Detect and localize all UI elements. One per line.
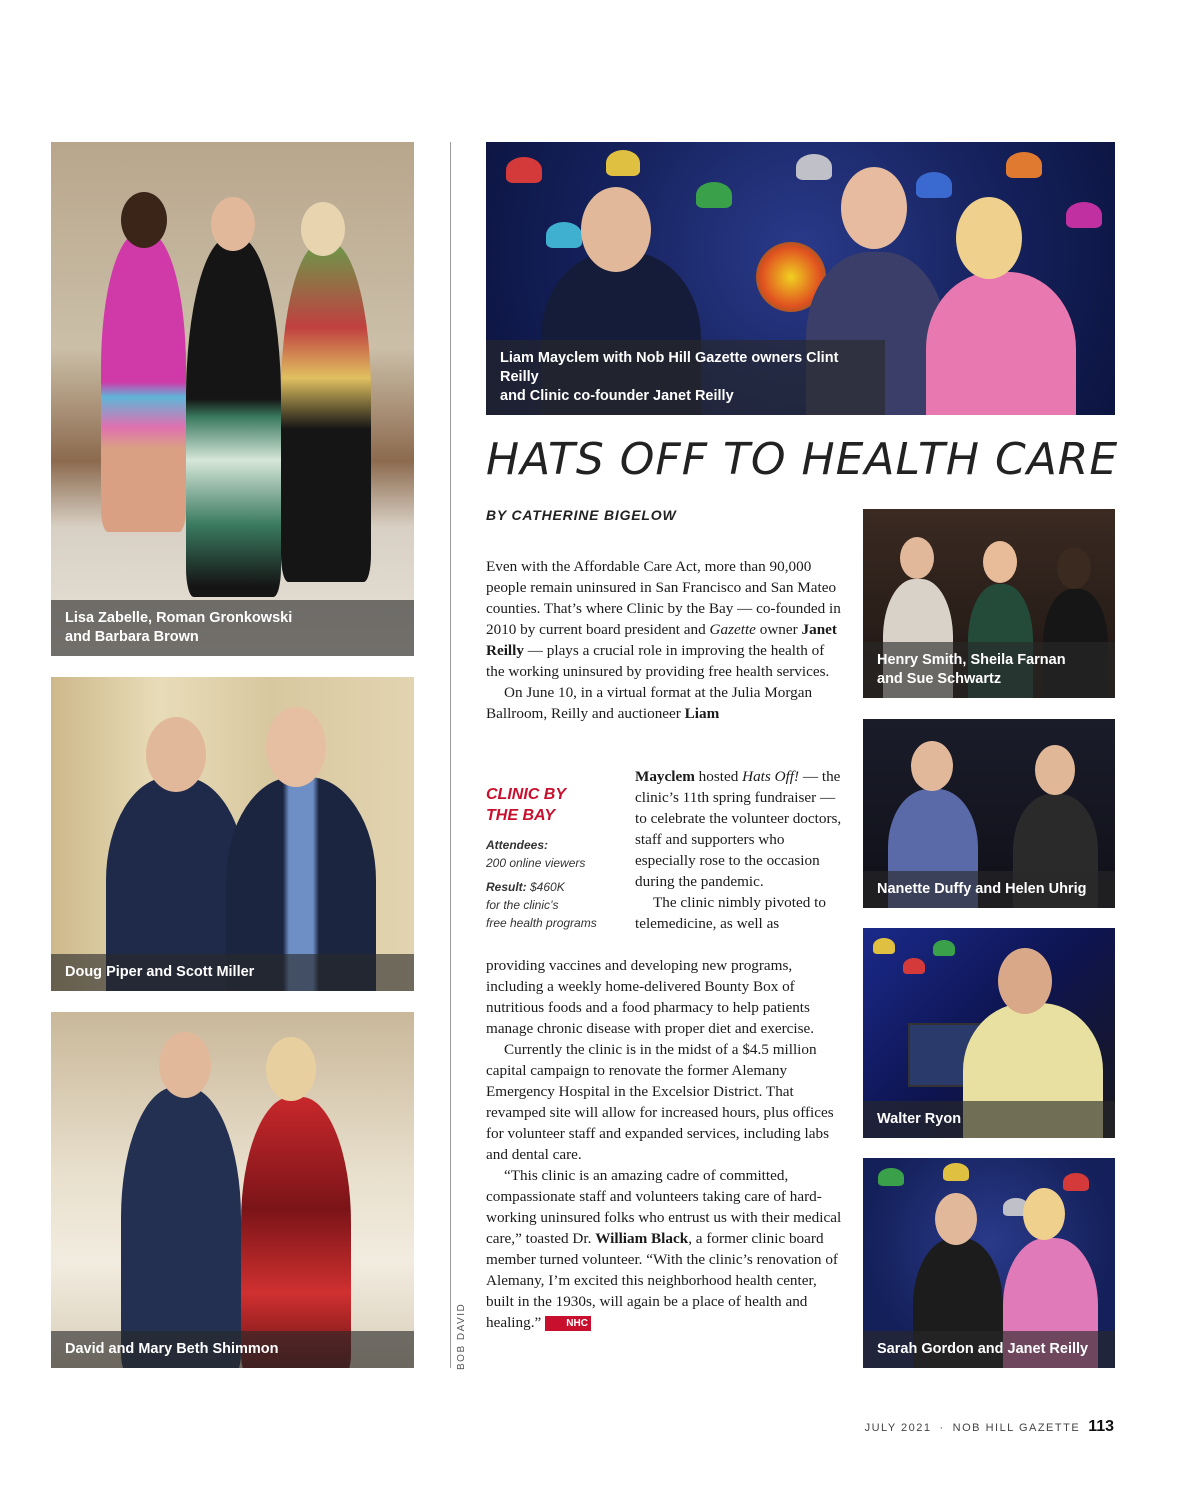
footer-separator: ·	[939, 1422, 945, 1434]
result-label: Result:	[486, 880, 527, 894]
footer-magazine: NOB HILL GAZETTE	[952, 1422, 1081, 1434]
nhc-end-badge: NHC	[545, 1316, 591, 1331]
article-headline: HATS OFF TO HEALTH CARE	[486, 434, 1119, 485]
event-sidebar	[486, 784, 626, 932]
page-footer	[865, 1418, 1114, 1436]
caption-line: Doug Piper and Scott Miller	[65, 964, 255, 980]
photo-caption	[51, 954, 414, 991]
photo-piper-miller	[51, 677, 414, 991]
article-byline: BY CATHERINE BIGELOW	[486, 507, 677, 523]
caption-line: Liam Mayclem with Nob Hill Gazette owners Clint Reilly	[500, 350, 839, 385]
paragraph-5: “This clinic is an amazing cadre of committed, compassionate staff and volunteers taking care of hard-working uninsured folks who entrust us with their medical care,” toasted Dr. William Black, a former clinic board member turned volunteer. “With the clinic’s renovation of Alemany, I’m excited this neighborhood health center, built in the 1930s, will again be a place of health and healing.” NHC	[486, 1167, 842, 1331]
footer-issue: JULY 2021	[864, 1422, 932, 1434]
caption-line: and Barbara Brown	[65, 629, 199, 645]
photo-mayclem-reilly	[486, 142, 1115, 415]
result-detail: for the clinic’s	[486, 898, 559, 912]
photo-credit: BOB DAVID	[456, 1302, 467, 1370]
paragraph-3-start: The clinic nimbly pivoted to telemedicine, as well as	[635, 894, 826, 932]
photo-smith-farnan-schwartz	[863, 509, 1115, 698]
photo-caption	[863, 871, 1115, 908]
photo-caption	[486, 340, 885, 415]
paragraph-1: Even with the Affordable Care Act, more than 90,000 people remain uninsured in San Francisco and San Mateo counties. That’s where Clinic by the Bay — co-founded in 2010 by current board president and Gazette owner Janet Reilly — plays a crucial role in improving the health of the working uninsured by providing free health services.	[486, 558, 841, 680]
photo-zabelle-gronkowski-brown	[51, 142, 414, 656]
photo-caption	[863, 1101, 1115, 1138]
photo-caption	[51, 600, 414, 656]
caption-line: Walter Ryon	[877, 1111, 962, 1127]
attendees-value: 200 online viewers	[486, 856, 586, 870]
result-detail: free health programs	[486, 916, 597, 930]
article-body-narrow	[635, 766, 843, 934]
caption-line: Henry Smith, Sheila Farnan	[877, 652, 1066, 668]
column-divider	[450, 142, 451, 1368]
photo-walter-ryon	[863, 928, 1115, 1138]
photo-caption	[863, 1331, 1115, 1368]
page-number: 113	[1088, 1418, 1114, 1435]
caption-line: Lisa Zabelle, Roman Gronkowski	[65, 610, 293, 626]
caption-line: and Clinic co-founder Janet Reilly	[500, 388, 734, 404]
photo-caption	[51, 1331, 414, 1368]
attendees-label: Attendees:	[486, 838, 549, 852]
caption-line: Sarah Gordon and Janet Reilly	[877, 1341, 1089, 1357]
photo-shimmon	[51, 1012, 414, 1368]
article-body-bottom	[486, 955, 842, 1333]
article-body-top	[486, 556, 842, 724]
caption-line: David and Mary Beth Shimmon	[65, 1341, 279, 1357]
photo-duffy-uhrig	[863, 719, 1115, 908]
sidebar-title: CLINIC BY THE BAY	[486, 786, 566, 824]
paragraph-2-continued: Mayclem hosted Hats Off! — the clinic’s 11th spring fundraiser — to celebrate the volunteer doctors, staff and supporters who especially rose to the occasion during the pandemic.	[635, 768, 842, 890]
caption-line: Nanette Duffy and Helen Uhrig	[877, 881, 1087, 897]
paragraph-3-continued: providing vaccines and developing new programs, including a weekly home-delivered Bounty Box of nutritious foods and a food pharmacy to help patients manage chronic disease with proper diet and exercise.	[486, 957, 815, 1037]
photo-caption	[863, 642, 1115, 698]
photo-gordon-reilly	[863, 1158, 1115, 1368]
paragraph-2-start: On June 10, in a virtual format at the Julia Morgan Ballroom, Reilly and auctioneer Liam	[486, 684, 813, 722]
caption-line: and Sue Schwartz	[877, 671, 1002, 687]
paragraph-4: Currently the clinic is in the midst of a $4.5 million capital campaign to renovate the former Alemany Emergency Hospital in the Excelsior District. That revamped site will allow for increased hours, plus offices for volunteer staff and expanded services, including labs and dental care.	[486, 1041, 834, 1163]
result-value: $460K	[526, 880, 565, 894]
